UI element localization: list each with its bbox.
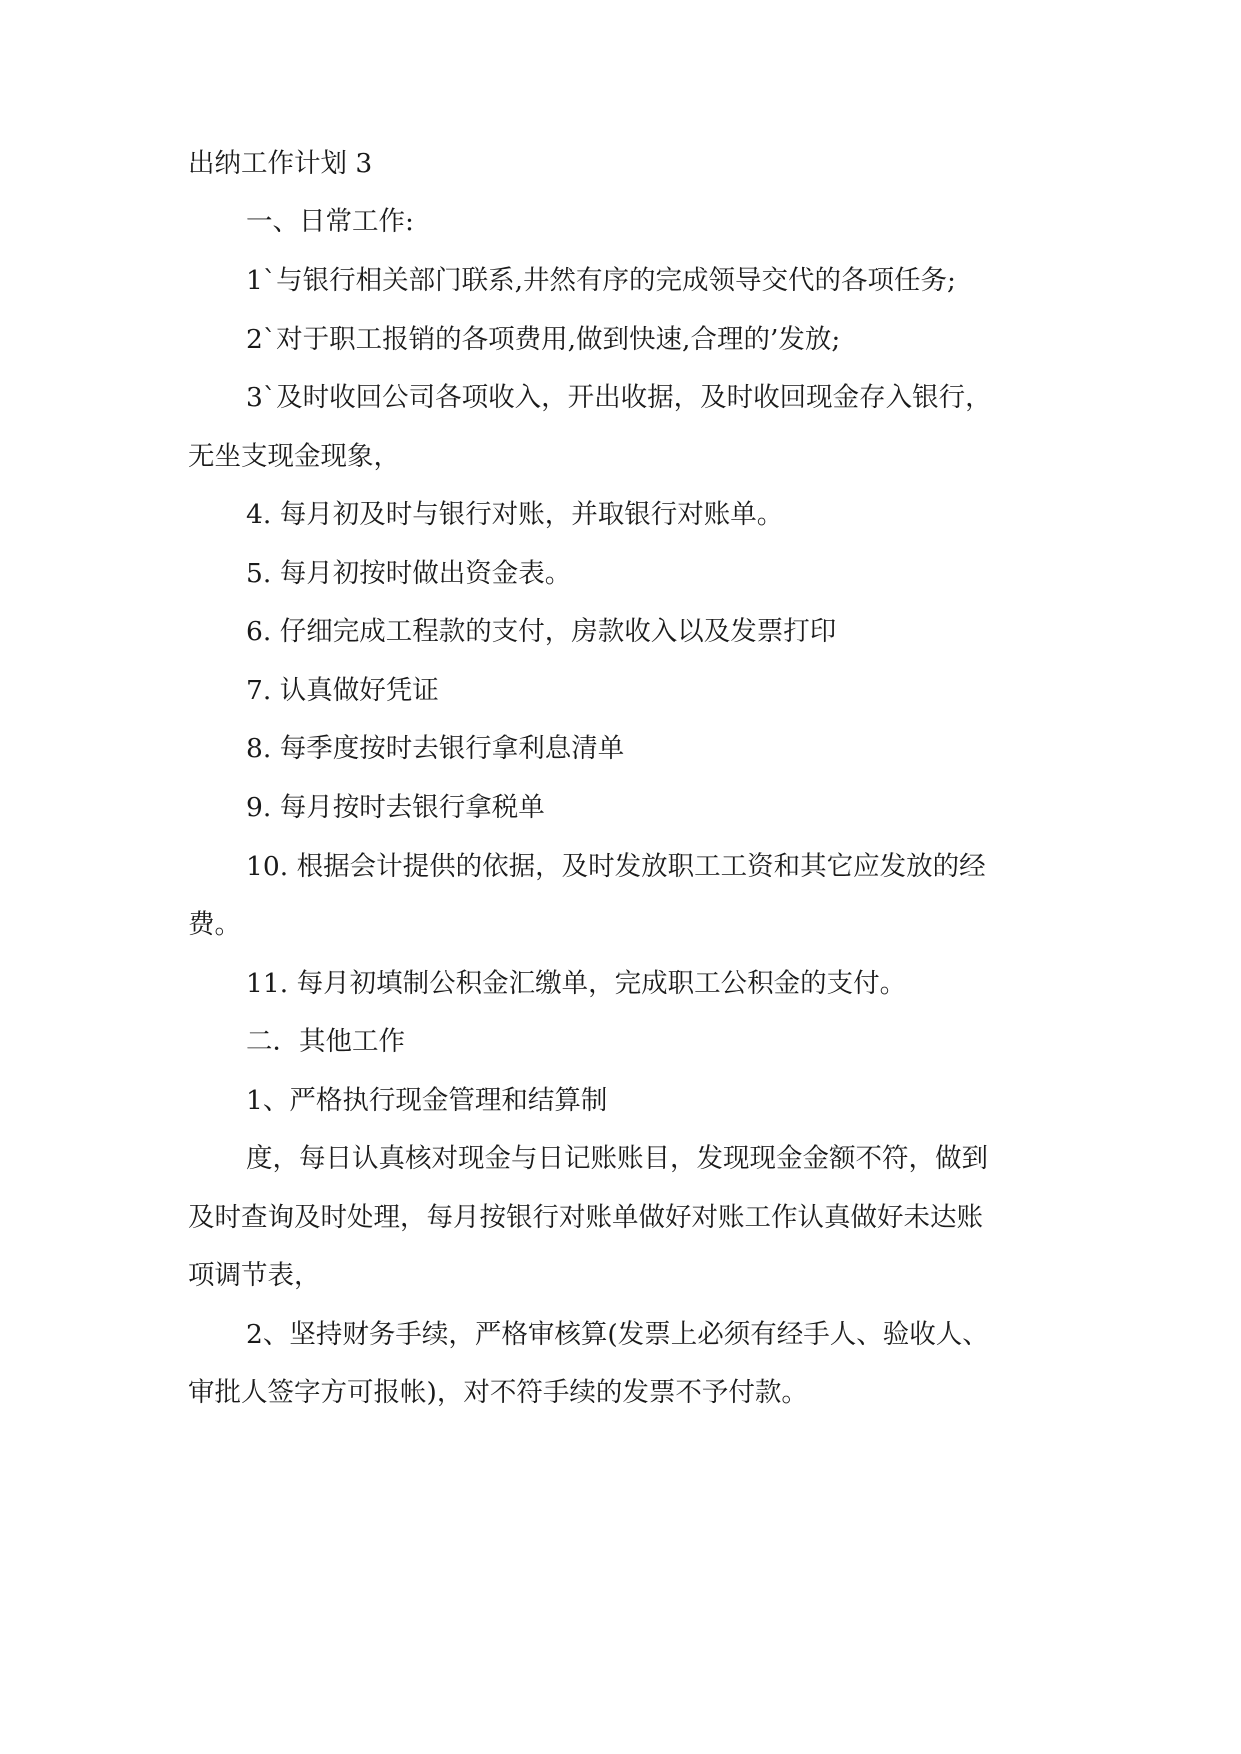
other-item-2-continued: 审批人签字方可报帐)，对不符手续的发票不予付款。 (188, 1377, 808, 1408)
paragraph-item-10: 10. 根据会计提供的依据，及时发放职工工资和其它应发放的经 (246, 851, 986, 882)
section-heading-daily-work: 一、日常工作: (246, 206, 414, 237)
paragraph-item-6: 6. 仔细完成工程款的支付，房款收入以及发票打印 (246, 616, 837, 647)
paragraph-item-8: 8. 每季度按时去银行拿利息清单 (246, 733, 625, 764)
paragraph-item-7: 7. 认真做好凭证 (246, 675, 439, 706)
other-item-1: 1、严格执行现金管理和结算制 (246, 1085, 608, 1116)
section-heading-other-work: 二．其他工作 (246, 1026, 405, 1057)
other-item-1-continued-c: 项调节表， (188, 1260, 321, 1291)
document-title: 出纳工作计划 3 (188, 148, 373, 179)
other-item-1-continued-a: 度，每日认真核对现金与日记账账目，发现现金金额不符，做到 (246, 1143, 988, 1174)
paragraph-item-11: 11. 每月初填制公积金汇缴单，完成职工公积金的支付。 (246, 968, 907, 999)
paragraph-item-3-continued: 无坐支现金现象， (188, 441, 400, 472)
other-item-1-continued-b: 及时查询及时处理，每月按银行对账单做好对账工作认真做好未达账 (188, 1202, 983, 1233)
paragraph-item-9: 9. 每月按时去银行拿税单 (246, 792, 545, 823)
paragraph-item-1: 1`与银行相关部门联系,井然有序的完成领导交代的各项任务; (246, 265, 956, 296)
other-item-2: 2、坚持财务手续，严格审核算(发票上必须有经手人、验收人、 (246, 1319, 989, 1350)
paragraph-item-2: 2`对于职工报销的各项费用,做到快速,合理的’发放; (246, 324, 841, 355)
paragraph-item-4: 4. 每月初及时与银行对账，并取银行对账单。 (246, 499, 784, 530)
paragraph-item-3: 3`及时收回公司各项收入，开出收据，及时收回现金存入银行， (246, 382, 992, 413)
paragraph-item-5: 5. 每月初按时做出资金表。 (246, 558, 572, 589)
paragraph-item-10-continued: 费。 (188, 909, 241, 940)
